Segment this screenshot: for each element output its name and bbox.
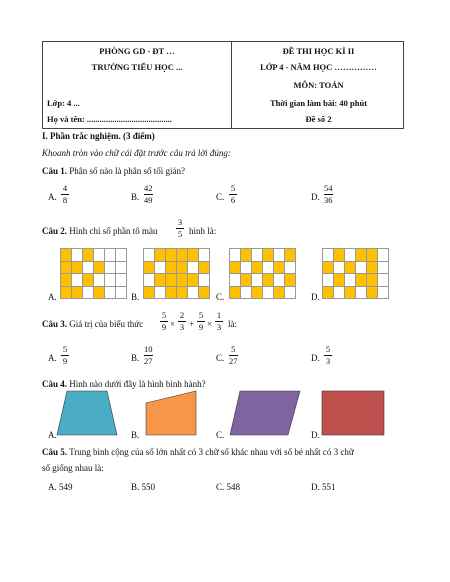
- option-a-fraction: 4 8: [62, 183, 68, 205]
- option-d-grid: [322, 248, 389, 299]
- grid-cell: [241, 287, 252, 300]
- option-c[interactable]: C.: [216, 292, 225, 302]
- grid-cell: [378, 262, 389, 275]
- grid-cell: [367, 249, 378, 262]
- option-d[interactable]: D.: [311, 353, 320, 363]
- option-b[interactable]: B.: [131, 192, 140, 202]
- grid-cell: [252, 262, 263, 275]
- option-a[interactable]: A. 549: [48, 482, 73, 492]
- option-b[interactable]: B.: [131, 353, 140, 363]
- grid-cell: [83, 287, 94, 300]
- question-text: Giá trị của biểu thức: [69, 319, 144, 329]
- grid-cell: [116, 262, 127, 275]
- expr-op-1: ×: [170, 319, 176, 329]
- grid-cell: [166, 249, 177, 262]
- option-a[interactable]: A.: [48, 192, 57, 202]
- option-b[interactable]: B.: [131, 292, 140, 302]
- grid-cell: [356, 274, 367, 287]
- grid-cell: [334, 274, 345, 287]
- grid-cell: [72, 249, 83, 262]
- grid-cell: [367, 287, 378, 300]
- question-text-end: là:: [228, 319, 237, 329]
- option-d-rectangle: [320, 389, 388, 439]
- option-b[interactable]: B.: [131, 430, 140, 440]
- grid-cell: [345, 287, 356, 300]
- option-c[interactable]: C. 548: [216, 482, 241, 492]
- option-c[interactable]: C.: [216, 430, 225, 440]
- option-d[interactable]: D. 551: [311, 482, 336, 492]
- grid-cell: [177, 287, 188, 300]
- grid-cell: [61, 249, 72, 262]
- grid-cell: [199, 249, 210, 262]
- exam-header: [42, 41, 404, 129]
- exam-set: Đề số 2: [305, 114, 332, 124]
- grid-cell: [230, 287, 241, 300]
- grid-cell: [323, 262, 334, 275]
- grid-cell: [263, 274, 274, 287]
- grid-cell: [94, 262, 105, 275]
- option-d-fraction: 5 3: [325, 344, 331, 366]
- grid-cell: [188, 249, 199, 262]
- option-b-quadrilateral: [144, 389, 200, 439]
- option-a-trapezoid: [55, 389, 125, 439]
- grid-cell: [188, 274, 199, 287]
- trapezoid-shape: [57, 391, 117, 435]
- grid-cell: [144, 262, 155, 275]
- rectangle-shape: [322, 391, 384, 435]
- expr-fraction-1: 5 9: [161, 310, 167, 332]
- grid-cell: [274, 274, 285, 287]
- grid-cell: [241, 262, 252, 275]
- option-d-fraction: 54 36: [324, 183, 333, 205]
- grid-cell: [367, 274, 378, 287]
- question-label: Câu 1.: [42, 166, 68, 176]
- grid-cell: [72, 274, 83, 287]
- option-a-fraction: 5 9: [62, 344, 68, 366]
- question-text: Trung bình cộng của số lớn nhất có 3 chữ số khác nhau với số bé nhất có 3 chữ: [69, 447, 354, 457]
- expr-op-2: +: [189, 319, 195, 329]
- grid-cell: [345, 274, 356, 287]
- grid-cell: [323, 287, 334, 300]
- question-text-end: hình là:: [189, 226, 217, 236]
- grid-cell: [105, 262, 116, 275]
- parallelogram-shape: [230, 391, 300, 435]
- grid-cell: [263, 249, 274, 262]
- grid-cell: [116, 274, 127, 287]
- question-label: Câu 2.: [42, 226, 68, 236]
- option-b-fraction: 42 49: [144, 183, 153, 205]
- grid-cell: [166, 287, 177, 300]
- grid-cell: [105, 274, 116, 287]
- grade-year: LỚP 4 - NĂM HỌC ……………: [260, 62, 377, 72]
- grid-cell: [188, 287, 199, 300]
- grid-cell: [116, 287, 127, 300]
- section-title: I. Phần trắc nghiệm. (3 điểm): [42, 131, 155, 141]
- grid-cell: [230, 249, 241, 262]
- question-text-line2: số giống nhau là:: [42, 463, 104, 473]
- class-line: Lớp: 4 ...: [47, 98, 80, 108]
- grid-cell: [230, 262, 241, 275]
- grid-cell: [155, 287, 166, 300]
- option-d[interactable]: D.: [311, 430, 320, 440]
- grid-cell: [345, 262, 356, 275]
- time-limit: Thời gian làm bài: 40 phút: [269, 98, 368, 108]
- grid-cell: [285, 274, 296, 287]
- grid-cell: [378, 287, 389, 300]
- grid-cell: [177, 274, 188, 287]
- question-fraction: 3 5: [177, 217, 183, 239]
- question-text: Hình chỉ số phần tô màu: [69, 226, 158, 236]
- question-label: Câu 5.: [42, 447, 68, 457]
- expr-op-3: ×: [207, 319, 213, 329]
- grid-cell: [144, 249, 155, 262]
- grid-cell: [116, 249, 127, 262]
- grid-cell: [378, 274, 389, 287]
- grid-cell: [285, 249, 296, 262]
- grid-cell: [144, 287, 155, 300]
- grid-cell: [188, 262, 199, 275]
- grid-cell: [94, 274, 105, 287]
- grid-cell: [94, 249, 105, 262]
- grid-cell: [61, 287, 72, 300]
- grid-cell: [83, 262, 94, 275]
- option-d[interactable]: D.: [311, 292, 320, 302]
- grid-cell: [378, 249, 389, 262]
- school-name: TRƯỜNG TIỂU HỌC ...: [91, 62, 183, 72]
- option-c[interactable]: C.: [216, 192, 225, 202]
- grid-cell: [105, 249, 116, 262]
- grid-cell: [274, 249, 285, 262]
- grid-cell: [61, 274, 72, 287]
- grid-cell: [274, 262, 285, 275]
- grid-cell: [356, 249, 367, 262]
- grid-cell: [263, 262, 274, 275]
- subject: MÔN: TOÁN: [293, 80, 344, 90]
- grid-cell: [252, 249, 263, 262]
- question-text: Hình nào dưới đây là hình bình hành?: [69, 379, 206, 389]
- grid-cell: [166, 262, 177, 275]
- option-a[interactable]: A.: [48, 430, 57, 440]
- grid-cell: [241, 274, 252, 287]
- grid-cell: [356, 287, 367, 300]
- question-label: Câu 3.: [42, 319, 68, 329]
- option-a[interactable]: A.: [48, 353, 57, 363]
- grid-cell: [334, 262, 345, 275]
- grid-cell: [177, 262, 188, 275]
- grid-cell: [72, 287, 83, 300]
- grid-cell: [334, 287, 345, 300]
- grid-cell: [155, 262, 166, 275]
- grid-cell: [285, 262, 296, 275]
- expr-fraction-2: 2 3: [179, 310, 185, 332]
- option-a[interactable]: A.: [48, 292, 57, 302]
- grid-cell: [199, 274, 210, 287]
- question-text: Phân số nào là phân số tối giản?: [69, 166, 185, 176]
- grid-cell: [105, 287, 116, 300]
- option-a-grid: [60, 248, 127, 299]
- grid-cell: [367, 262, 378, 275]
- option-c-grid: [229, 248, 296, 299]
- grid-cell: [83, 249, 94, 262]
- option-b-fraction: 10 27: [144, 344, 153, 366]
- option-b[interactable]: B. 550: [131, 482, 156, 492]
- grid-cell: [155, 274, 166, 287]
- grid-cell: [241, 249, 252, 262]
- grid-cell: [323, 274, 334, 287]
- option-c-fraction: 5 6: [230, 183, 236, 205]
- grid-cell: [356, 262, 367, 275]
- grid-cell: [94, 287, 105, 300]
- grid-cell: [72, 262, 83, 275]
- grid-cell: [61, 262, 72, 275]
- grid-cell: [252, 274, 263, 287]
- grid-cell: [155, 249, 166, 262]
- option-c-fraction: 5 27: [229, 344, 238, 366]
- section-instruction: Khoanh tròn vào chữ cái đặt trước câu trả lời đúng:: [42, 148, 231, 158]
- grid-cell: [334, 249, 345, 262]
- grid-cell: [345, 249, 356, 262]
- grid-cell: [323, 249, 334, 262]
- grid-cell: [252, 287, 263, 300]
- student-name-line: Họ và tên: ........................................: [47, 114, 172, 124]
- expr-fraction-3: 5 9: [198, 310, 204, 332]
- grid-cell: [199, 287, 210, 300]
- dept-name: PHÒNG GD - ĐT …: [99, 46, 175, 56]
- option-b-grid: [143, 248, 210, 299]
- grid-cell: [166, 274, 177, 287]
- grid-cell: [274, 287, 285, 300]
- option-d[interactable]: D.: [311, 192, 320, 202]
- question-label: Câu 4.: [42, 379, 68, 389]
- quadrilateral-shape: [146, 391, 196, 435]
- option-c[interactable]: C.: [216, 353, 225, 363]
- grid-cell: [199, 262, 210, 275]
- grid-cell: [230, 274, 241, 287]
- expr-fraction-4: 1 3: [216, 310, 222, 332]
- grid-cell: [263, 287, 274, 300]
- grid-cell: [83, 274, 94, 287]
- grid-cell: [285, 287, 296, 300]
- option-c-parallelogram: [228, 389, 304, 439]
- grid-cell: [177, 249, 188, 262]
- exam-title: ĐỀ THI HỌC KÌ II: [282, 46, 355, 56]
- grid-cell: [144, 274, 155, 287]
